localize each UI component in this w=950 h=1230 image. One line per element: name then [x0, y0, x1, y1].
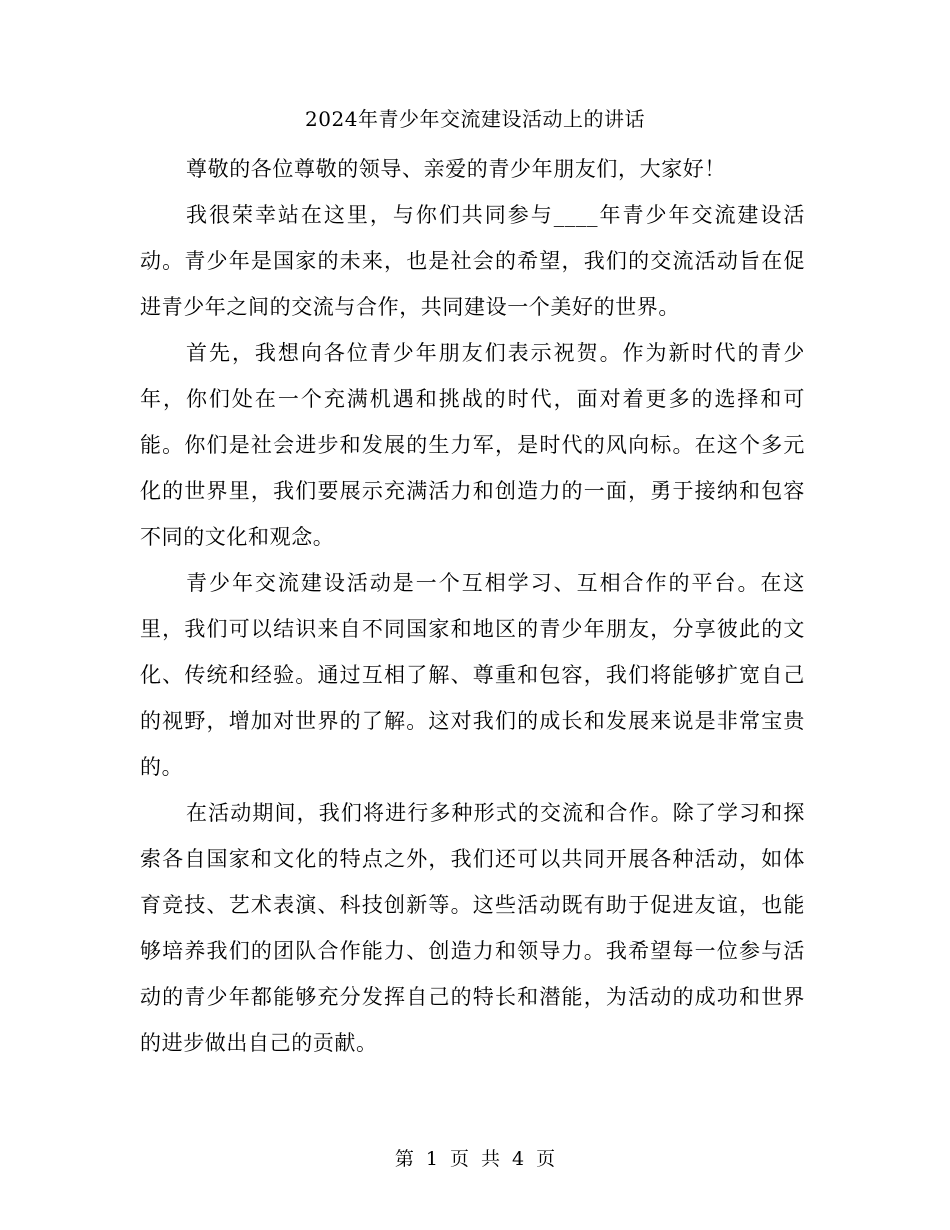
paragraph-intro: 我很荣幸站在这里，与你们共同参与____年青少年交流建设活动。青少年是国家的未来，也是社会的希望，我们的交流活动旨在促进青少年之间的交流与合作，共同建设一个美好的世界。: [140, 203, 805, 319]
paragraph-greeting: 尊敬的各位尊敬的领导、亲爱的青少年朋友们，大家好！: [186, 157, 726, 181]
paragraph-platform: 青少年交流建设活动是一个互相学习、互相合作的平台。在这里，我们可以结识来自不同国家和地区的青少年朋友，分享彼此的文化、传统和经验。通过互相了解、尊重和包容，我们将能够扩宽自己的视野，增加对世界的了解。这对我们的成长和发展来说是非常宝贵的。: [140, 571, 805, 779]
document-title: 2024年青少年交流建设活动上的讲话: [305, 107, 645, 131]
paragraph-congratulations: 首先，我想向各位青少年朋友们表示祝贺。作为新时代的青少年，你们处在一个充满机遇和挑战的时代，面对着更多的选择和可能。你们是社会进步和发展的生力军，是时代的风向标。在这个多元化的世界里，我们要展示充满活力和创造力的一面，勇于接纳和包容不同的文化和观念。: [140, 341, 805, 549]
document-body: [140, 146, 805, 1066]
page-footer: 第 1 页 共 4 页: [394, 1148, 556, 1170]
paragraph-activities: 在活动期间，我们将进行多种形式的交流和合作。除了学习和探索各自国家和文化的特点之外，我们还可以共同开展各种活动，如体育竞技、艺术表演、科技创新等。这些活动既有助于促进友谊，也能够培养我们的团队合作能力、创造力和领导力。我希望每一位参与活动的青少年都能够充分发挥自己的特长和潜能，为活动的成功和世界的进步做出自己的贡献。: [140, 801, 805, 1055]
